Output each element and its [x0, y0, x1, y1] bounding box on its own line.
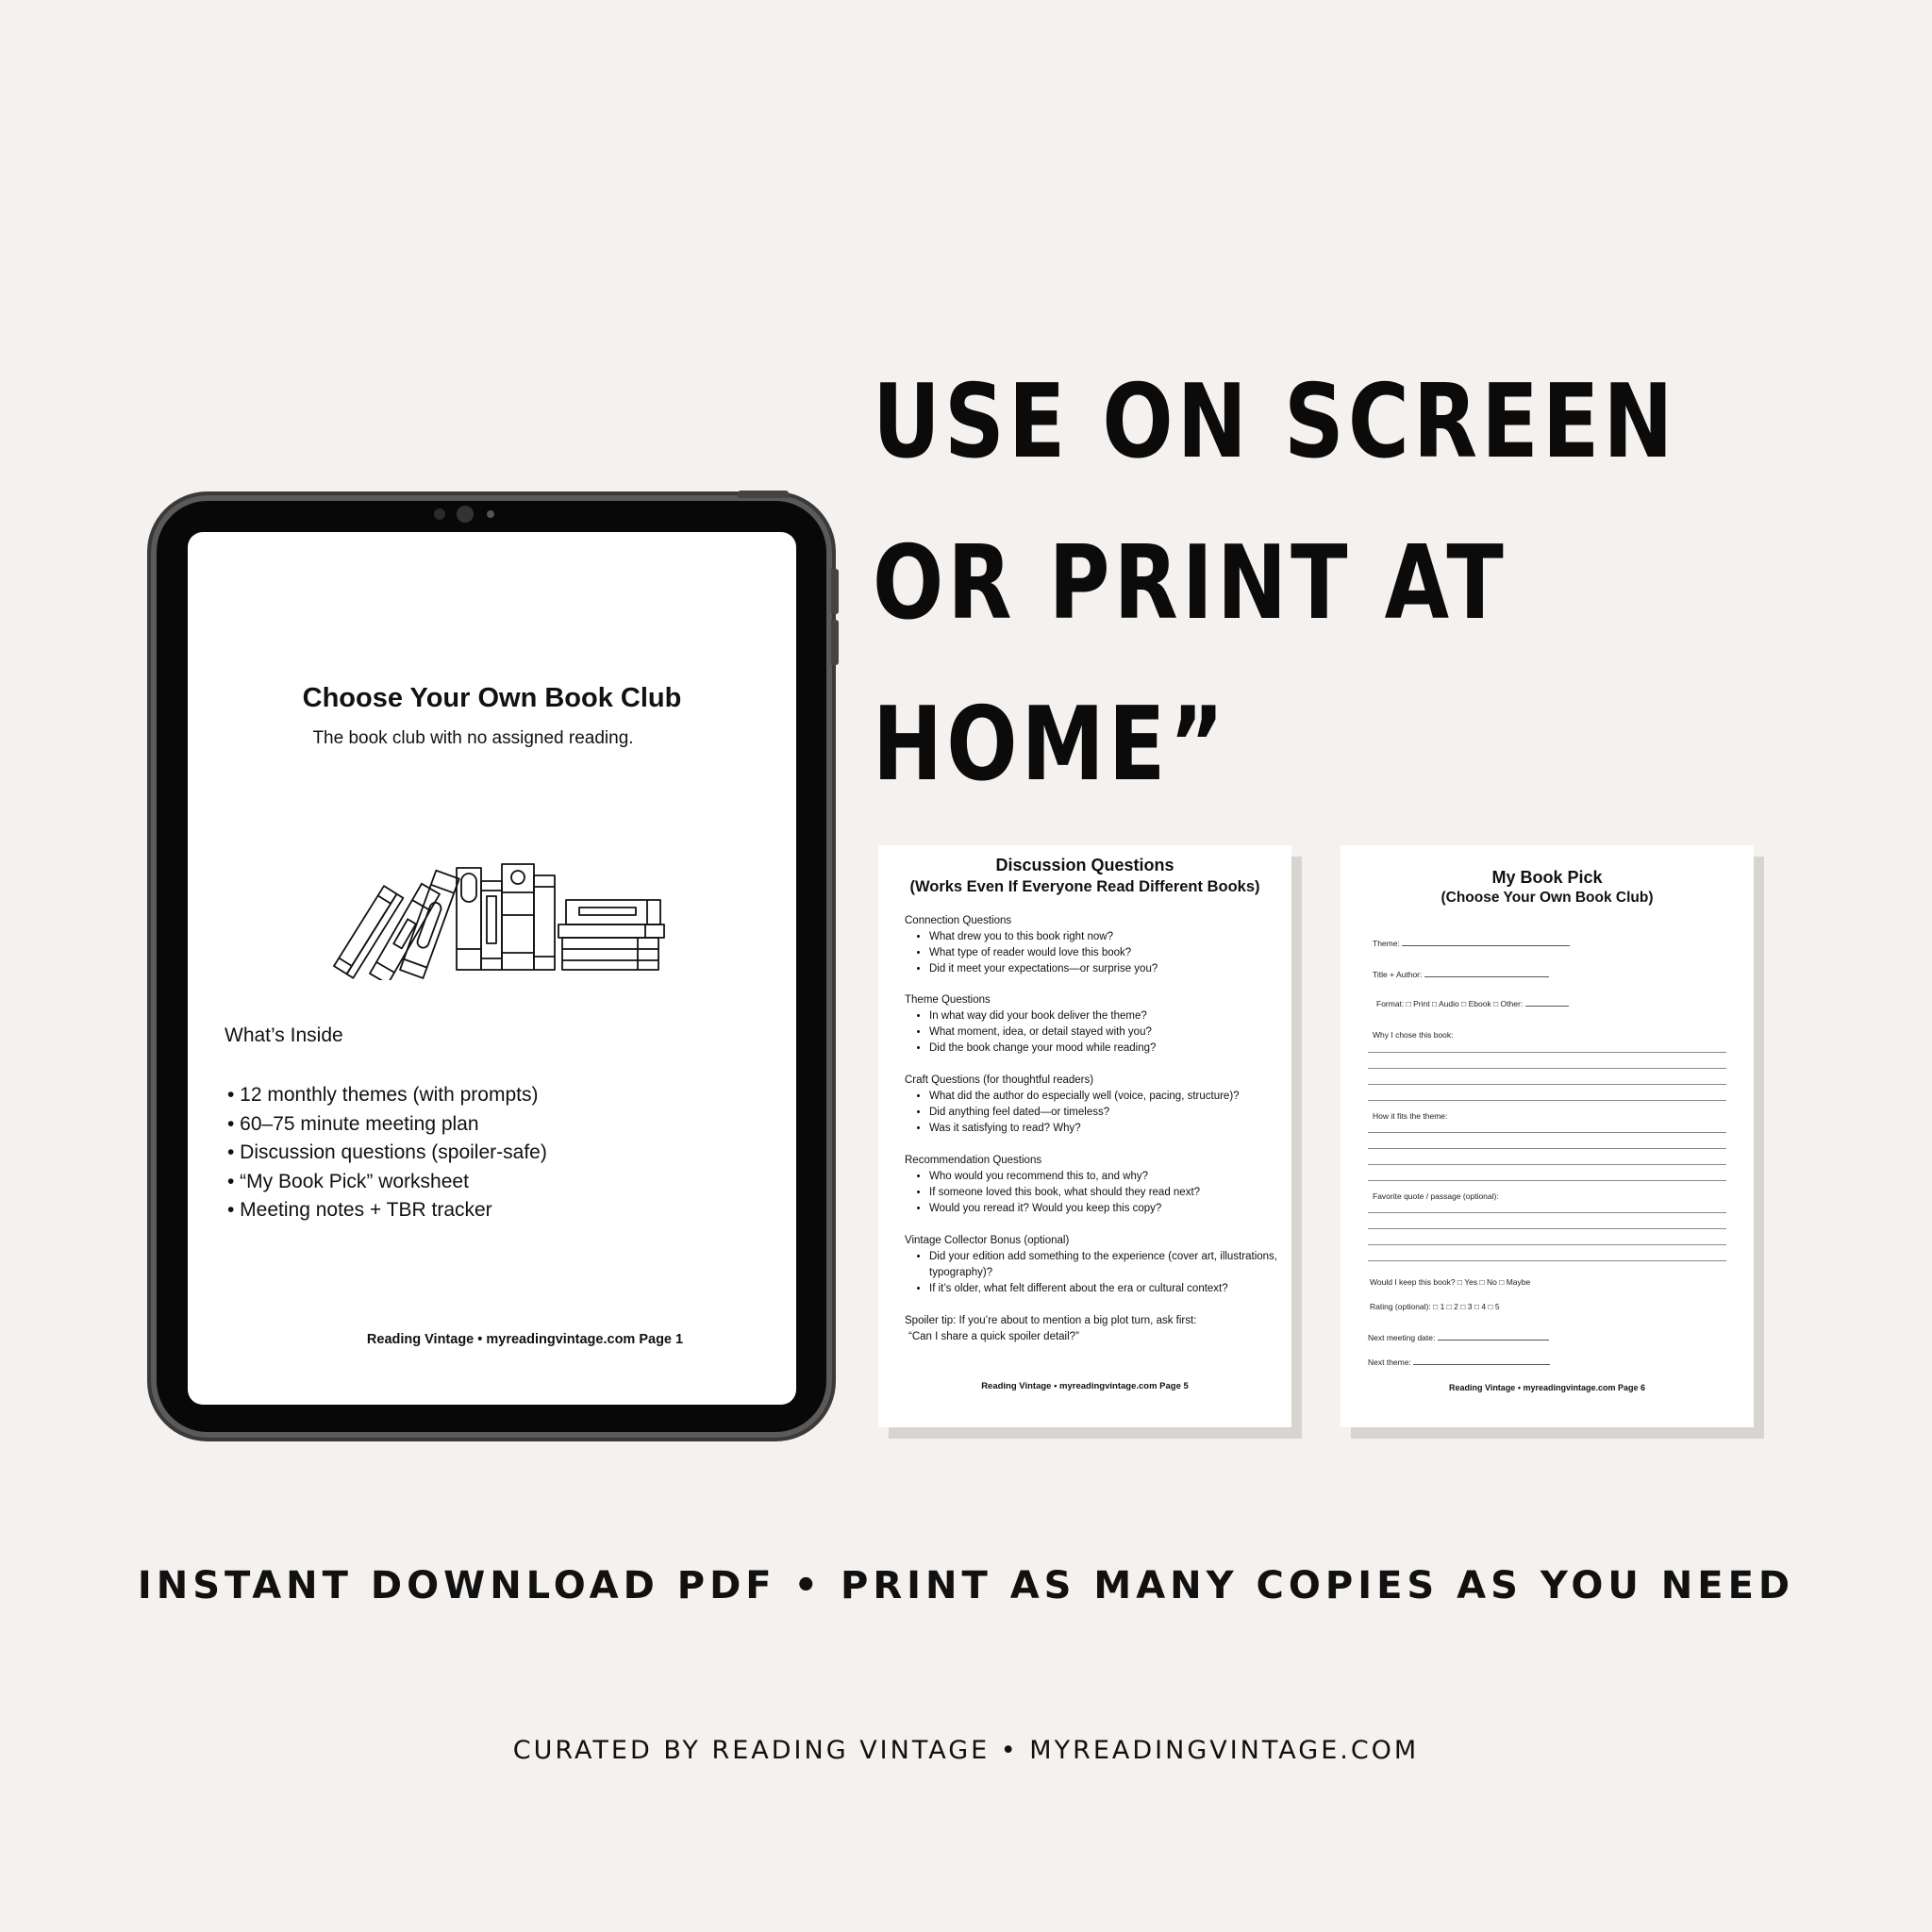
- books-illustration: [306, 862, 683, 980]
- page-5-footer: Reading Vintage • myreadingvintage.com Page 5: [981, 1381, 1189, 1391]
- section-heading: Recommendation Questions: [905, 1155, 1042, 1166]
- question-item: • Did anything feel dated—or timeless?: [929, 1105, 1277, 1121]
- writing-line[interactable]: [1368, 1068, 1726, 1069]
- page-6-my-book-pick: [1341, 845, 1754, 1427]
- list-item: • Discussion questions (spoiler-safe): [227, 1141, 547, 1163]
- tablet-volume-up-button: [831, 569, 839, 614]
- next-meeting-field[interactable]: [1368, 1333, 1549, 1342]
- rating-options[interactable]: Rating (optional): □ 1 □ 2 □ 3 □ 4 □ 5: [1370, 1302, 1500, 1311]
- writing-line[interactable]: [1368, 1132, 1726, 1133]
- question-item: • If it’s older, what felt different about the era or cultural context?: [929, 1281, 1277, 1297]
- writing-line[interactable]: [1368, 1228, 1726, 1229]
- question-section: [905, 913, 1277, 977]
- tablet-power-button: [738, 491, 789, 498]
- question-section: [905, 1153, 1277, 1217]
- whats-inside-heading: What’s Inside: [225, 1024, 343, 1046]
- tablet-screen: [188, 532, 796, 1405]
- next-theme-blank[interactable]: [1413, 1364, 1550, 1365]
- question-item: • Did your edition add something to the experience (cover art, illustrations, typography)?: [929, 1249, 1277, 1281]
- next-meeting-label: Next meeting date:: [1368, 1333, 1436, 1342]
- question-item: • What moment, idea, or detail stayed with you?: [929, 1024, 1277, 1041]
- spoiler-tip: [905, 1313, 1277, 1345]
- format-other-blank[interactable]: [1525, 1006, 1569, 1007]
- writing-line[interactable]: [1368, 1148, 1726, 1149]
- next-theme-label: Next theme:: [1368, 1357, 1411, 1367]
- headline-line-1: USE ON SCREEN: [873, 363, 1677, 481]
- section-heading: Vintage Collector Bonus (optional): [905, 1235, 1070, 1246]
- fits-label: How it fits the theme:: [1373, 1111, 1448, 1121]
- question-item: • What did the author do especially well (voice, pacing, structure)?: [929, 1089, 1277, 1105]
- whats-inside-list: [227, 1081, 547, 1225]
- theme-field[interactable]: [1373, 939, 1570, 948]
- title-author-label: Title + Author:: [1373, 970, 1423, 979]
- screen-subtitle: The book club with no assigned reading.: [312, 728, 634, 748]
- question-section: [905, 992, 1277, 1057]
- question-item: • Did the book change your mood while reading?: [929, 1041, 1277, 1057]
- title-author-blank[interactable]: [1424, 976, 1549, 977]
- page-6-subtitle: (Choose Your Own Book Club): [1441, 890, 1654, 906]
- tablet-mockup: [151, 495, 832, 1438]
- section-heading: Theme Questions: [905, 994, 991, 1006]
- format-options: Format: □ Print □ Audio □ Ebook □ Other:: [1376, 999, 1524, 1008]
- credit-line: CURATED BY READING VINTAGE • MYREADINGVINTAGE.COM: [512, 1736, 1420, 1765]
- tagline: INSTANT DOWNLOAD PDF • PRINT AS MANY COPIES AS YOU NEED: [137, 1564, 1795, 1607]
- headline-line-3: HOME”: [873, 686, 1228, 804]
- next-meeting-blank[interactable]: [1438, 1340, 1549, 1341]
- keep-book-options[interactable]: Would I keep this book? □ Yes □ No □ Maybe: [1370, 1277, 1531, 1287]
- question-item: • In what way did your book deliver the theme?: [929, 1008, 1277, 1024]
- question-item: • Who would you recommend this to, and why?: [929, 1169, 1277, 1185]
- theme-blank[interactable]: [1402, 945, 1570, 946]
- why-label: Why I chose this book:: [1373, 1030, 1454, 1040]
- writing-line[interactable]: [1368, 1084, 1726, 1085]
- question-item: • Was it satisfying to read? Why?: [929, 1121, 1277, 1137]
- headline: [873, 341, 1692, 825]
- spoiler-tip-line-2: “Can I share a quick spoiler detail?”: [908, 1331, 1079, 1342]
- question-section: [905, 1073, 1277, 1137]
- writing-line[interactable]: [1368, 1180, 1726, 1181]
- list-item: • 60–75 minute meeting plan: [227, 1112, 479, 1135]
- tablet-light-sensor-icon: [487, 510, 494, 518]
- screen-footer: Reading Vintage • myreadingvintage.com Page 1: [366, 1332, 684, 1347]
- theme-label: Theme:: [1373, 939, 1400, 948]
- section-heading: Craft Questions (for thoughtful readers): [905, 1074, 1094, 1086]
- page-5-subtitle: (Works Even If Everyone Read Different Books): [909, 878, 1260, 895]
- writing-line[interactable]: [1368, 1052, 1726, 1053]
- list-item: • Meeting notes + TBR tracker: [227, 1199, 492, 1221]
- title-author-field[interactable]: [1373, 970, 1549, 979]
- page-5-discussion-questions: [878, 845, 1291, 1427]
- question-item: • If someone loved this book, what should they read next?: [929, 1185, 1277, 1201]
- tablet-volume-down-button: [831, 620, 839, 665]
- page-6-footer: Reading Vintage • myreadingvintage.com Page 6: [1448, 1383, 1646, 1392]
- list-item: • “My Book Pick” worksheet: [227, 1170, 469, 1192]
- writing-line[interactable]: [1368, 1260, 1726, 1261]
- question-item: • What type of reader would love this book?: [929, 945, 1277, 961]
- list-item: • 12 monthly themes (with prompts): [227, 1084, 539, 1106]
- next-theme-field[interactable]: [1368, 1357, 1550, 1367]
- tablet-sensor-icon: [434, 508, 445, 520]
- screen-title: Choose Your Own Book Club: [302, 683, 682, 713]
- quote-label: Favorite quote / passage (optional):: [1373, 1191, 1499, 1201]
- page-6-title: My Book Pick: [1491, 868, 1603, 887]
- format-field[interactable]: [1376, 999, 1569, 1008]
- spoiler-tip-line-1: Spoiler tip: If you’re about to mention a big plot turn, ask first:: [905, 1315, 1197, 1326]
- page-5-title: Discussion Questions: [995, 856, 1174, 874]
- writing-line[interactable]: [1368, 1244, 1726, 1245]
- writing-line[interactable]: [1368, 1212, 1726, 1213]
- tablet-camera-icon: [457, 506, 474, 523]
- question-item: • Did it meet your expectations—or surprise you?: [929, 961, 1277, 977]
- question-item: • Would you reread it? Would you keep this copy?: [929, 1201, 1277, 1217]
- writing-line[interactable]: [1368, 1164, 1726, 1165]
- writing-line[interactable]: [1368, 1100, 1726, 1101]
- headline-line-2: OR PRINT AT: [873, 525, 1507, 642]
- section-heading: Connection Questions: [905, 915, 1012, 926]
- question-item: • What drew you to this book right now?: [929, 929, 1277, 945]
- question-section: [905, 1233, 1277, 1297]
